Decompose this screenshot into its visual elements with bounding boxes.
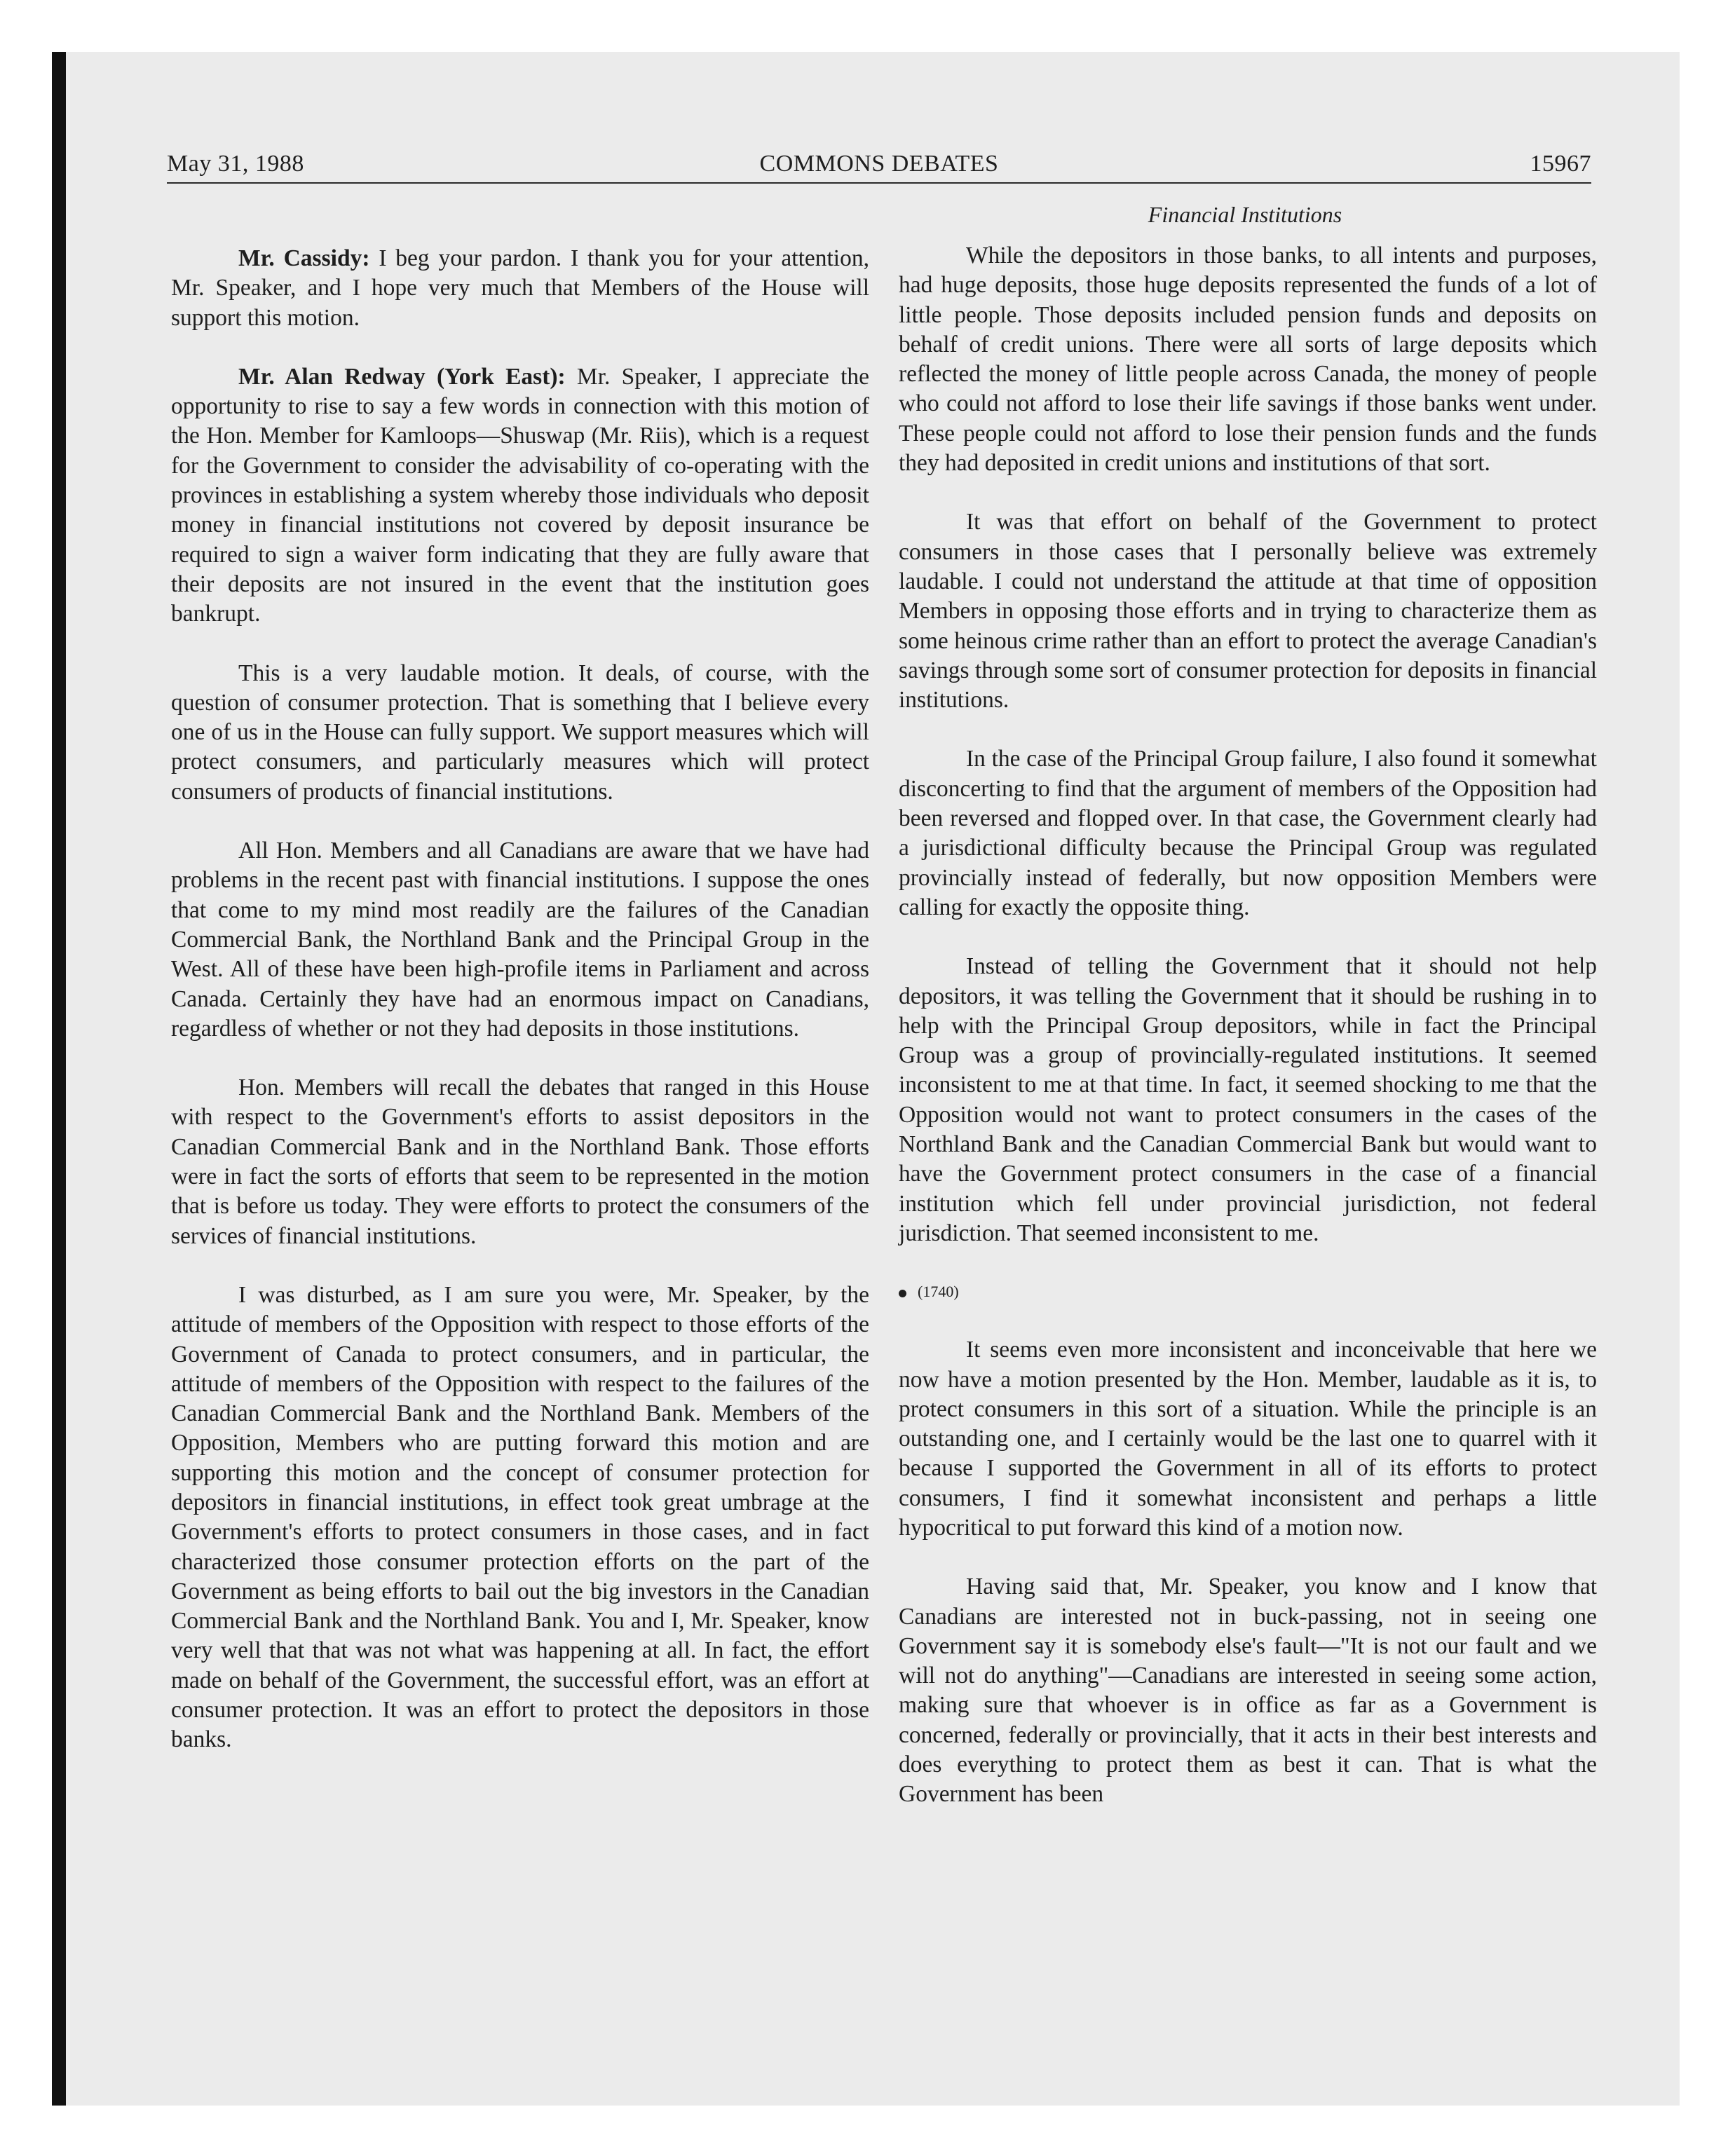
paragraph: All Hon. Members and all Canadians are aware that we have had problems in the recent past with financial institutions. I suppose the ones that come to my mind most readily are the failures of the Canadian Commercial Bank, the Northland Bank and the Principal Group in the West. All of these have been high-profile items in Parliament and across Canada. Certainly they have had an enormous impact on Canadians, regardless of whether or not they had deposits in those institutions. bbox=[171, 838, 869, 1042]
speaker-name: Mr. Alan Redway (York East): bbox=[238, 363, 566, 390]
paragraph: It was that effort on behalf of the Government to protect consumers in those cases that I personally believe was extremely laudable. I could not understand the attitude at that time of opposition Members in opposing those efforts and in trying to characterize them as some heinous crime rather than an effort to protect the average Canadian's savings through some sort of consumer protection for deposits in financial institutions. bbox=[899, 509, 1597, 714]
paragraph: Hon. Members will recall the debates that ranged in this House with respect to the Government's efforts to assist depositors in the Canadian Commercial Bank and in the Northland Bank. Those efforts were in fact the sorts of efforts that seem to be represented in the motion that is before us today. They were efforts to protect the consumers of the services of financial institutions. bbox=[171, 1074, 869, 1249]
header-publication: COMMONS DEBATES bbox=[759, 151, 999, 177]
section-title: Financial Institutions bbox=[1148, 202, 1342, 227]
time-marker bbox=[899, 1278, 1597, 1306]
speaker-name: Mr. Cassidy: bbox=[238, 245, 370, 271]
paragraph: In the case of the Principal Group failure, I also found it somewhat disconcerting to find that the argument of members of the Opposition had been reversed and flopped over. In that case, the Government clearly had a jurisdictional difficulty because the Principal Group was regulated provincially instead of federally, but now opposition Members were calling for exactly the opposite thing. bbox=[899, 746, 1597, 920]
scan-shadow-edge bbox=[52, 52, 66, 2106]
header-date: May 31, 1988 bbox=[167, 151, 304, 177]
paragraph: I was disturbed, as I am sure you were, Mr. Speaker, by the attitude of members of the Opposition with respect to those efforts of the Government of Canada to protect consumers, and in particular, the attitude of members of the Opposition with respect to the failures of the Canadian Commercial Bank and the Northland Bank. Members of the Opposition, Members who are putting forward this motion and are supporting this motion and the concept of consumer protection for depositors in financial institutions, in effect took great umbrage at the Government's efforts to protect consumers in those cases, and in fact characterized those consumer protection efforts on the part of the Government as being efforts to bail out the big investors in the Canadian Commercial Bank and the Northland Bank. You and I, Mr. Speaker, know very well that that was not what was happening at all. In fact, the effort made on behalf of the Government, the successful effort, was an effort at consumer protection. It was an effort to protect the depositors in those banks. bbox=[171, 1281, 869, 1753]
page-header bbox=[167, 149, 1591, 184]
paragraph: While the depositors in those banks, to all intents and purposes, had huge deposits, those huge deposits represented the funds of a lot of little people. Those deposits included pension funds and deposits on behalf of credit unions. There were all sorts of large deposits which reflected the money of little people across Canada, the money of people who could not afford to lose their life savings if those banks went under. These people could not afford to lose their pension funds and the funds they had deposited in credit unions and institutions of that sort. bbox=[899, 243, 1597, 477]
paragraph-text: I beg your pardon. I thank you for your attention, Mr. Speaker, and I hope very much that Members of the House will support this motion. bbox=[171, 245, 869, 331]
paragraph-redway-intro bbox=[171, 362, 869, 629]
paragraph-text: Mr. Speaker, I appreciate the opportunity to rise to say a few words in connection with this motion of the Hon. Member for Kamloops—Shuswap (Mr. Riis), which is a request for the Government to consider the advisability of co-operating with the provinces in establishing a system whereby those individuals who deposit money in financial institutions not covered by deposit insurance be required to sign a waiver form indicating that they are fully aware that their deposits are not insured in the event that the institution goes bankrupt. bbox=[171, 363, 869, 627]
paragraph: It seems even more inconsistent and inconceivable that here we now have a motion presented by the Hon. Member, laudable as it is, to protect consumers in this sort of a situation. While the principle is an outstanding one, and I certainly would be the last one to quarrel with it because I supported the Government in all of its efforts to protect consumers, I find it somewhat inconsistent and perhaps a little hypocritical to put forward this kind of a motion now. bbox=[899, 1337, 1597, 1541]
left-column bbox=[171, 244, 869, 1785]
paragraph: Having said that, Mr. Speaker, you know and I know that Canadians are interested not in buck-passing, not in seeing one Government say it is somebody else's fault—"It is not our fault and we will not do anything"—Canadians are interested in seeing some action, making sure that whoever is in office as far as a Government is concerned, federally or provincially, that it acts in their best interests and does everything to protect them as best it can. That is what the Government has been bbox=[899, 1574, 1597, 1808]
paragraph: Instead of telling the Government that it should not help depositors, it was telling the Government that it should be rushing in to help with the Principal Group depositors, while in fact the Principal Group was a group of provincially-regulated institutions. It seemed inconsistent to me at that time. In fact, it seemed shocking to me that the Opposition would not want to protect consumers in the cases of the Northland Bank and the Canadian Commercial Bank but would want to have the Government protect consumers in the case of a financial institution which fell under provincial jurisdiction, not federal jurisdiction. That seemed inconsistent to me. bbox=[899, 953, 1597, 1246]
time-stamp: (1740) bbox=[918, 1283, 959, 1301]
header-page-number: 15967 bbox=[1530, 151, 1591, 177]
paragraph: This is a very laudable motion. It deals, of course, with the question of consumer protection. That is something that I believe every one of us in the House can fully support. We support measures which will protect consumers, and particularly measures which will protect consumers of products of financial institutions. bbox=[171, 660, 869, 805]
bullet-icon bbox=[899, 1290, 906, 1297]
paragraph-cassidy bbox=[171, 244, 869, 333]
right-column bbox=[899, 241, 1597, 1839]
